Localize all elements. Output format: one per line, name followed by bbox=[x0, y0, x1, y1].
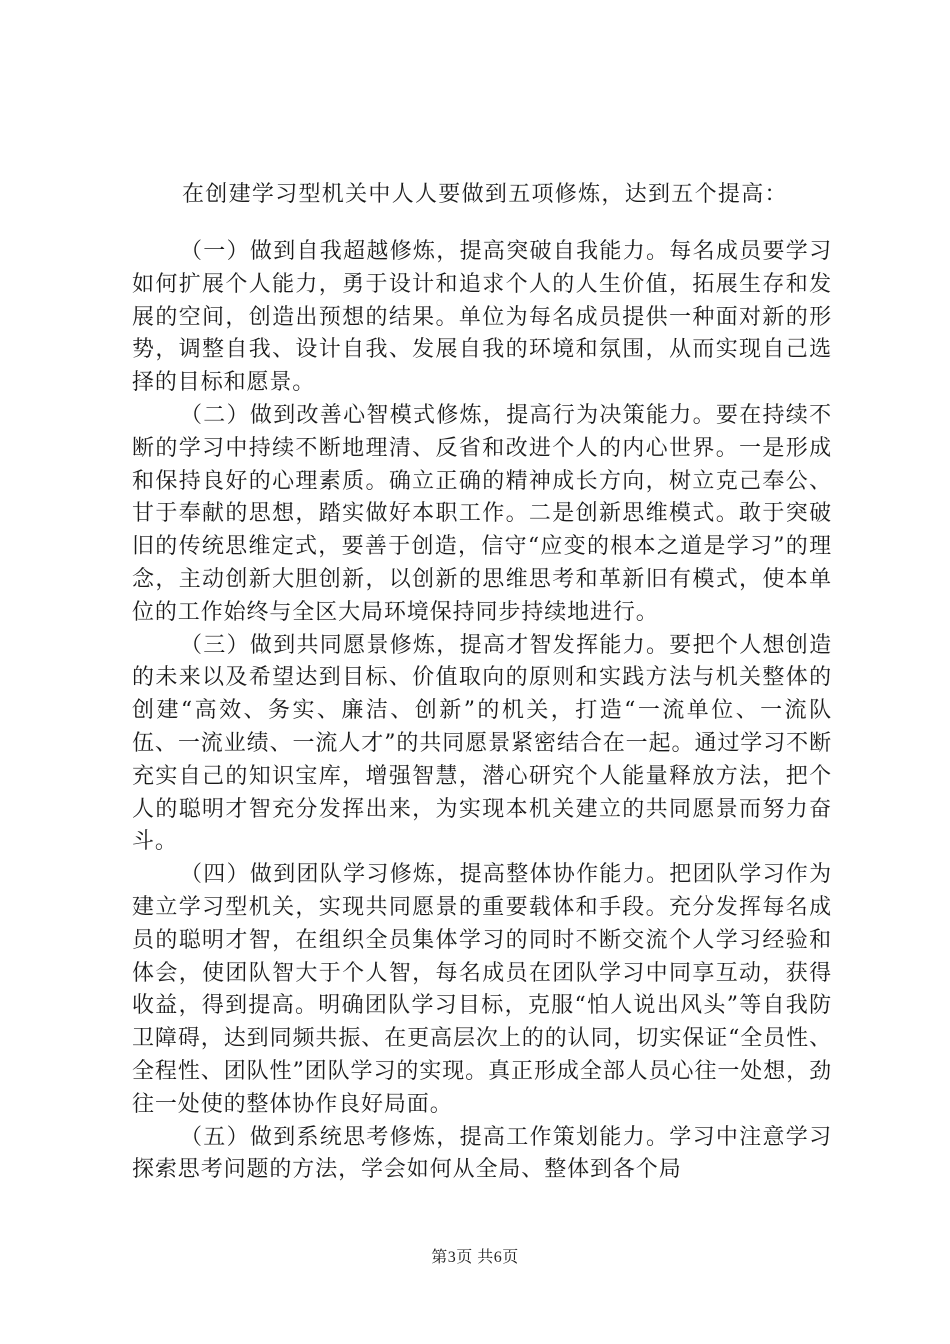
paragraph-team-learning: （四）做到团队学习修炼，提高整体协作能力。把团队学习作为建立学习型机关，实现共同愿景的重要载体和手段。充分发挥每名成员的聪明才智，在组织全员集体学习的同时不断交流个人学习经验和体会，使团队智大于个人智，每名成员在团队学习中同享互动，获得收益，得到提高。明确团队学习目标，克服“怕人说出风头”等自我防卫障碍，达到同频共振、在更高层次上的的认同，切实保证“全员性、全程性、团队性”团队学习的实现。真正形成全部人员心往一处想，劲往一处使的整体协作良好局面。 bbox=[132, 862, 832, 1117]
page-number-footer: 第3页 共6页 bbox=[431, 1249, 519, 1266]
document-body bbox=[132, 178, 832, 1187]
paragraph-mental-models: （二）做到改善心智模式修炼，提高行为决策能力。要在持续不断的学习中持续不断地理清、反省和改进个人的内心世界。一是形成和保持良好的心理素质。确立正确的精神成长方向，树立克己奉公、甘于奉献的思想，踏实做好本职工作。二是创新思维模式。敢于突破旧的传统思维定式，要善于创造，信守“应变的根本之道是学习”的理念，主动创新大胆创新，以创新的思维思考和革新旧有模式，使本单位的工作始终与全区大局环境保持同步持续地进行。 bbox=[132, 402, 832, 625]
intro-line: 在创建学习型机关中人人要做到五项修炼，达到五个提高： bbox=[182, 182, 788, 207]
paragraph-self-transcendence: （一）做到自我超越修炼，提高突破自我能力。每名成员要学习如何扩展个人能力，勇于设计和追求个人的人生价值，拓展生存和发展的空间，创造出预想的结果。单位为每名成员提供一种面对新的形势，调整自我、设计自我、发展自我的环境和氛围，从而实现自己选择的目标和愿景。 bbox=[132, 239, 832, 396]
paragraph-systems-thinking: （五）做到系统思考修炼，提高工作策划能力。学习中注意学习探索思考问题的方法，学会如何从全局、整体到各个局 bbox=[132, 1124, 832, 1183]
paragraph-shared-vision: （三）做到共同愿景修炼，提高才智发挥能力。要把个人想创造的未来以及希望达到目标、价值取向的原则和实践方法与机关整体的创建“高效、务实、廉洁、创新”的机关，打造“一流单位、一流队伍、一流业绩、一流人才”的共同愿景紧密结合在一起。通过学习不断充实自己的知识宝库，增强智慧，潜心研究个人能量释放方法，把个人的聪明才智充分发挥出来，为实现本机关建立的共同愿景而努力奋斗。 bbox=[132, 632, 832, 855]
